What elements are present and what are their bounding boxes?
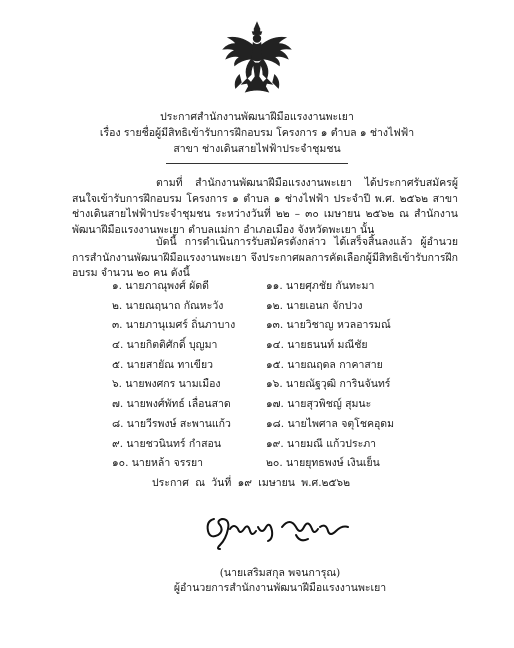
- name-list: [112, 277, 422, 474]
- name-item: ๒๐. นายยุทธพงษ์ เงินเย็น: [266, 457, 380, 470]
- name-row: [112, 277, 422, 297]
- signatory-name: (นายเสริมสกุล พจนการุณ): [219, 567, 341, 579]
- name-item: ๑๓. นายวิชาญ หวลอารมณ์: [266, 319, 391, 332]
- name-item: ๑๘. นายไพศาล จตุโชคอุดม: [266, 417, 395, 430]
- announcement-date: ประกาศ ณ วันที่ ๑๙ เมษายน พ.ศ.๒๕๖๒: [152, 477, 351, 489]
- name-row: [112, 415, 422, 435]
- name-row: [112, 375, 422, 395]
- name-item: ๕. นายสายัณ ทาเขียว: [112, 358, 214, 371]
- name-item: ๑๐. นายหล้า จรรยา: [112, 457, 204, 470]
- name-item: ๑๒. นายเอนก จักปวง: [266, 299, 363, 312]
- paragraph-result-text: บัดนี้ การดำเนินการรับสมัครดังกล่าว ได้เสร็จสิ้นลงแล้ว ผู้อำนวยการสำนักงานพัฒนาฝีมือแรงงานพะเยา จึงประกาศผลการคัดเลือกผู้มีสิทธิเข้ารับการฝึกอบรม จำนวน ๒๐ คน ดังนี้: [72, 236, 458, 279]
- handwritten-signature-icon: [200, 505, 354, 557]
- name-item: ๒. นายณฤนาถ กัณหะวัง: [112, 299, 224, 312]
- name-item: ๑๖. นายณัฐวุฒิ การินจันทร์: [266, 378, 391, 391]
- name-item: ๑๙. นายมณี แก้วประภา: [266, 437, 377, 450]
- signatory-title: ผู้อำนวยการสำนักงานพัฒนาฝีมือแรงงานพะเยา: [173, 582, 387, 594]
- name-row: [112, 435, 422, 455]
- name-item: ๑๗. นายสุวพิชญ์ สุมนะ: [266, 398, 372, 411]
- name-item: ๑. นายภาณุพงศ์ ผัดดี: [112, 280, 209, 292]
- announcement-issuer: ประกาศสำนักงานพัฒนาฝีมือแรงงานพะเยา: [160, 111, 354, 123]
- name-item: ๑๕. นายณฤดล กาคาสาย: [266, 358, 383, 371]
- header-divider: [166, 163, 348, 164]
- name-row: [112, 395, 422, 415]
- name-item: ๙. นายชวนินทร์ กำสอน: [112, 437, 222, 450]
- name-item: ๗. นายพงศ์พัทธ์ เลื่อนสาด: [112, 398, 231, 411]
- name-row: [112, 316, 422, 336]
- name-row: [112, 297, 422, 317]
- name-row: [112, 454, 422, 474]
- name-row: [112, 336, 422, 356]
- name-item: ๓. นายภานุเมศร์ ถิ่นภาบาง: [112, 319, 236, 332]
- name-item: ๔. นายกิตติศักดิ์ บุญมา: [112, 339, 218, 352]
- name-item: ๑๑. นายศุภชัย กันทะมา: [266, 280, 375, 292]
- name-row: [112, 356, 422, 376]
- paragraph-intro: [72, 176, 458, 238]
- announcement-branch: สาขา ช่างเดินสายไฟฟ้าประจำชุมชน: [173, 143, 341, 155]
- name-item: ๖. นายพงศกร นามเมือง: [112, 378, 221, 391]
- name-item: ๑๔. นายธนนท์ มณีชัย: [266, 339, 368, 352]
- announcement-subject: เรื่อง รายชื่อผู้มีสิทธิเข้ารับการฝึกอบรม โครงการ ๑ ตำบล ๑ ช่างไฟฟ้า: [99, 127, 415, 139]
- paragraph-intro-text: ตามที่ สำนักงานพัฒนาฝีมือแรงงานพะเยา ได้ประกาศรับสมัครผู้สนใจเข้ารับการฝึกอบรม โครงการ ๑ ตำบล ๑ ช่างไฟฟ้า ประจำปี พ.ศ. ๒๕๖๒ สาขาช่างเดินสายไฟฟ้าประจำชุมชน ระหว่างวันที่ ๒๒ – ๓๐ เมษายน ๒๕๖๒ ณ สำนักงานพัฒนาฝีมือแรงงานพะเยา ตำบลแม่กา อำเภอเมือง จังหวัดพะเยา นั้น: [72, 177, 458, 236]
- name-item: ๘. นายวีรพงษ์ สะพานแก้ว: [112, 417, 231, 430]
- garuda-emblem-icon: [218, 20, 296, 98]
- paragraph-result: [72, 235, 458, 282]
